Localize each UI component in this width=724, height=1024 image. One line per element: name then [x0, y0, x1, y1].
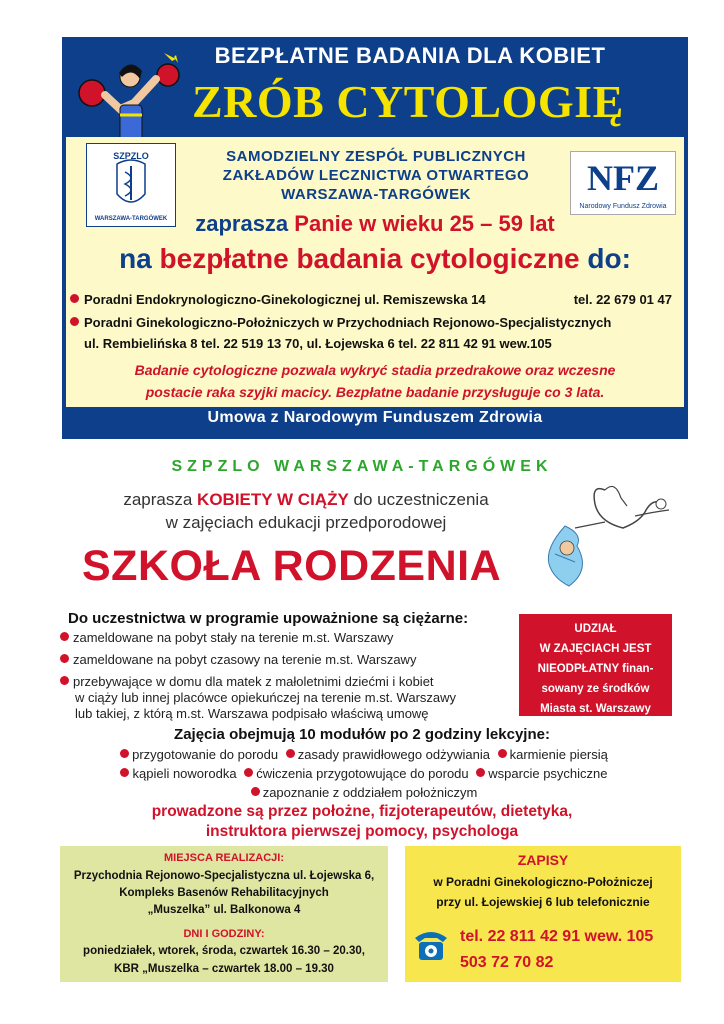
bullet-icon	[286, 749, 295, 758]
bullet-icon	[498, 749, 507, 758]
eligibility-item-cont: lub takiej, z którą m.st. Warszawa podpisało właściwą umowę	[75, 706, 429, 721]
invite-word: do uczestniczenia	[353, 490, 489, 509]
module-item: ćwiczenia przygotowujące do porodu	[256, 766, 469, 781]
nfz-contract-label: Umowa z Narodowym Funduszem Zdrowia	[207, 409, 543, 426]
bullet-icon	[476, 768, 485, 777]
note-line: Badanie cytologiczne pozwala wykryć stadia przedrakowe oraz wczesne	[134, 362, 616, 378]
clinic-phone: tel. 22 679 01 47	[573, 292, 672, 307]
nfz-logo	[570, 151, 676, 215]
free-box-line: Miasta st. Warszawy	[540, 703, 651, 715]
phone-number[interactable]: tel. 22 811 42 91 wew. 105	[460, 928, 654, 945]
szpzlo-logo-top-text: SZPZLO	[113, 151, 149, 161]
age-range: Panie w wieku 25 – 59 lat	[294, 211, 555, 236]
free-participation-box	[519, 614, 672, 716]
location-line: „Muszelka” ul. Balkonowa 4	[147, 904, 301, 916]
locations-box	[60, 846, 388, 982]
top-title: BEZPŁATNE BADANIA DLA KOBIET	[214, 43, 606, 68]
telephone-icon	[411, 926, 451, 962]
bullet-icon	[120, 768, 129, 777]
modules-row	[0, 747, 724, 762]
note-line: postacie raka szyjki macicy. Bezpłatne badanie przysługuje co 3 lata.	[145, 384, 605, 400]
eligibility-heading: Do uczestnictwa w programie upoważnione są ciężarne:	[68, 610, 469, 627]
info-box	[66, 137, 684, 407]
szpzlo-heading: SZPZLO WARSZAWA-TARGÓWEK	[171, 458, 553, 475]
module-item: przygotowanie do porodu	[132, 747, 279, 762]
invite-word: zaprasza	[123, 490, 193, 509]
locations-heading: MIEJSCA REALIZACJI:	[164, 852, 284, 864]
free-exam-headline	[66, 243, 684, 275]
signup-line: przy ul. Łojewskiej 6 lub telefonicznie	[436, 895, 650, 909]
org-line: SAMODZIELNY ZESPÓŁ PUBLICZNYCH	[226, 148, 526, 165]
modules-row	[0, 766, 724, 781]
module-item: zapoznanie z oddziałem położniczym	[262, 785, 478, 800]
signup-phones	[460, 924, 653, 976]
days-line: poniedziałek, wtorek, środa, czwartek 16.30 – 20.30,	[83, 945, 365, 957]
signup-heading: ZAPISY	[517, 852, 569, 868]
signup-line: w Poradni Ginekologiczno-Położniczej	[433, 875, 653, 889]
nfz-logo-mark: NFZ	[587, 158, 659, 198]
cytology-panel	[62, 37, 688, 439]
org-line: ZAKŁADÓW LECZNICTWA OTWARTEGO	[222, 167, 530, 184]
clinic-gynecology	[70, 315, 680, 330]
modules-heading: Zajęcia obejmują 10 modułów po 2 godziny lekcyjne:	[174, 726, 550, 743]
clinic-gynecology-addresses: ul. Rembielińska 8 tel. 22 519 13 70, ul. Łojewska 6 tel. 22 811 42 91 wew.105	[84, 336, 552, 351]
staff-description	[0, 802, 724, 842]
free-box-line: NIEODPŁATNY finan-	[537, 663, 654, 675]
invite-emphasis: KOBIETY W CIĄŻY	[197, 490, 349, 509]
invite-word: zaprasza	[195, 211, 289, 236]
free-box-line: W ZAJĘCIACH JEST	[539, 643, 652, 655]
clinic-text: Poradni Endokrynologiczno-Ginekologicznej ul. Remiszewska 14	[84, 292, 486, 307]
bullet-icon	[60, 654, 69, 663]
clinic-text: Poradni Ginekologiczno-Położniczych w Przychodniach Rejonowo-Specjalistycznych	[84, 315, 612, 330]
signup-body	[405, 872, 681, 912]
cytology-headline: ZRÓB CYTOLOGIĘ	[192, 76, 624, 127]
nfz-logo-caption: Narodowy Fundusz Zdrowia	[579, 203, 667, 210]
stork-with-baby-illustration	[535, 482, 675, 592]
signup-box	[405, 846, 681, 982]
invite-line2: w zajęciach edukacji przedporodowej	[165, 513, 447, 532]
modules-row	[0, 785, 724, 800]
age-invitation	[66, 211, 684, 237]
location-line: Przychodnia Rejonowo-Specjalistyczna ul. Łojewska 6,	[73, 870, 375, 882]
bullet-icon	[60, 632, 69, 641]
locations-body	[60, 868, 388, 919]
bullet-icon	[70, 294, 79, 303]
cytology-note	[76, 359, 674, 403]
location-line: Kompleks Basenów Rehabilitacyjnych	[119, 887, 329, 899]
eligibility-item: przebywające w domu dla matek z małoletnimi dziećmi i kobiet	[60, 674, 500, 690]
module-item: zasady prawidłowego odżywiania	[297, 747, 490, 762]
szpzlo-logo-bottom-text: WARSZAWA-TARGÓWEK	[94, 216, 168, 222]
module-item: wsparcie psychiczne	[488, 766, 608, 781]
bullet-icon	[60, 676, 69, 685]
days-heading: DNI I GODZINY:	[183, 928, 265, 940]
bullet-icon	[120, 749, 129, 758]
staff-line: instruktora pierwszej pomocy, psychologa	[205, 823, 519, 840]
days-line: KBR „Muszelka – czwartek 18.00 – 19.30	[114, 963, 334, 975]
headline-word: do:	[587, 243, 631, 274]
days-body	[60, 942, 388, 978]
headline-emphasis: bezpłatne badania cytologiczne	[159, 243, 580, 274]
school-title: SZKOŁA RODZENIA	[82, 542, 502, 590]
phone-number[interactable]: 503 72 70 82	[460, 954, 554, 971]
clinic-endocrinology	[70, 292, 680, 307]
staff-line: prowadzone są przez położne, fizjoterapeutów, dietetyka,	[151, 803, 573, 820]
free-box-line: UDZIAŁ	[574, 623, 617, 635]
free-box-line: sowany ze środków	[541, 683, 650, 695]
eligibility-item: zameldowane na pobyt czasowy na terenie m.st. Warszawy	[60, 652, 500, 668]
bullet-icon	[70, 317, 79, 326]
eligibility-item-cont: w ciąży lub innej placówce opiekuńczej na terenie m.st. Warszawy	[75, 690, 457, 705]
eligibility-item: zameldowane na pobyt stały na terenie m.st. Warszawy	[60, 630, 500, 646]
pregnant-invitation	[66, 488, 546, 534]
module-item: karmienie piersią	[509, 747, 608, 762]
headline-word: na	[119, 243, 152, 274]
bullet-icon	[244, 768, 253, 777]
org-line: WARSZAWA-TARGÓWEK	[281, 186, 471, 203]
bullet-icon	[251, 787, 260, 796]
organization-name	[186, 147, 566, 204]
module-item: kąpieli noworodka	[132, 766, 237, 781]
